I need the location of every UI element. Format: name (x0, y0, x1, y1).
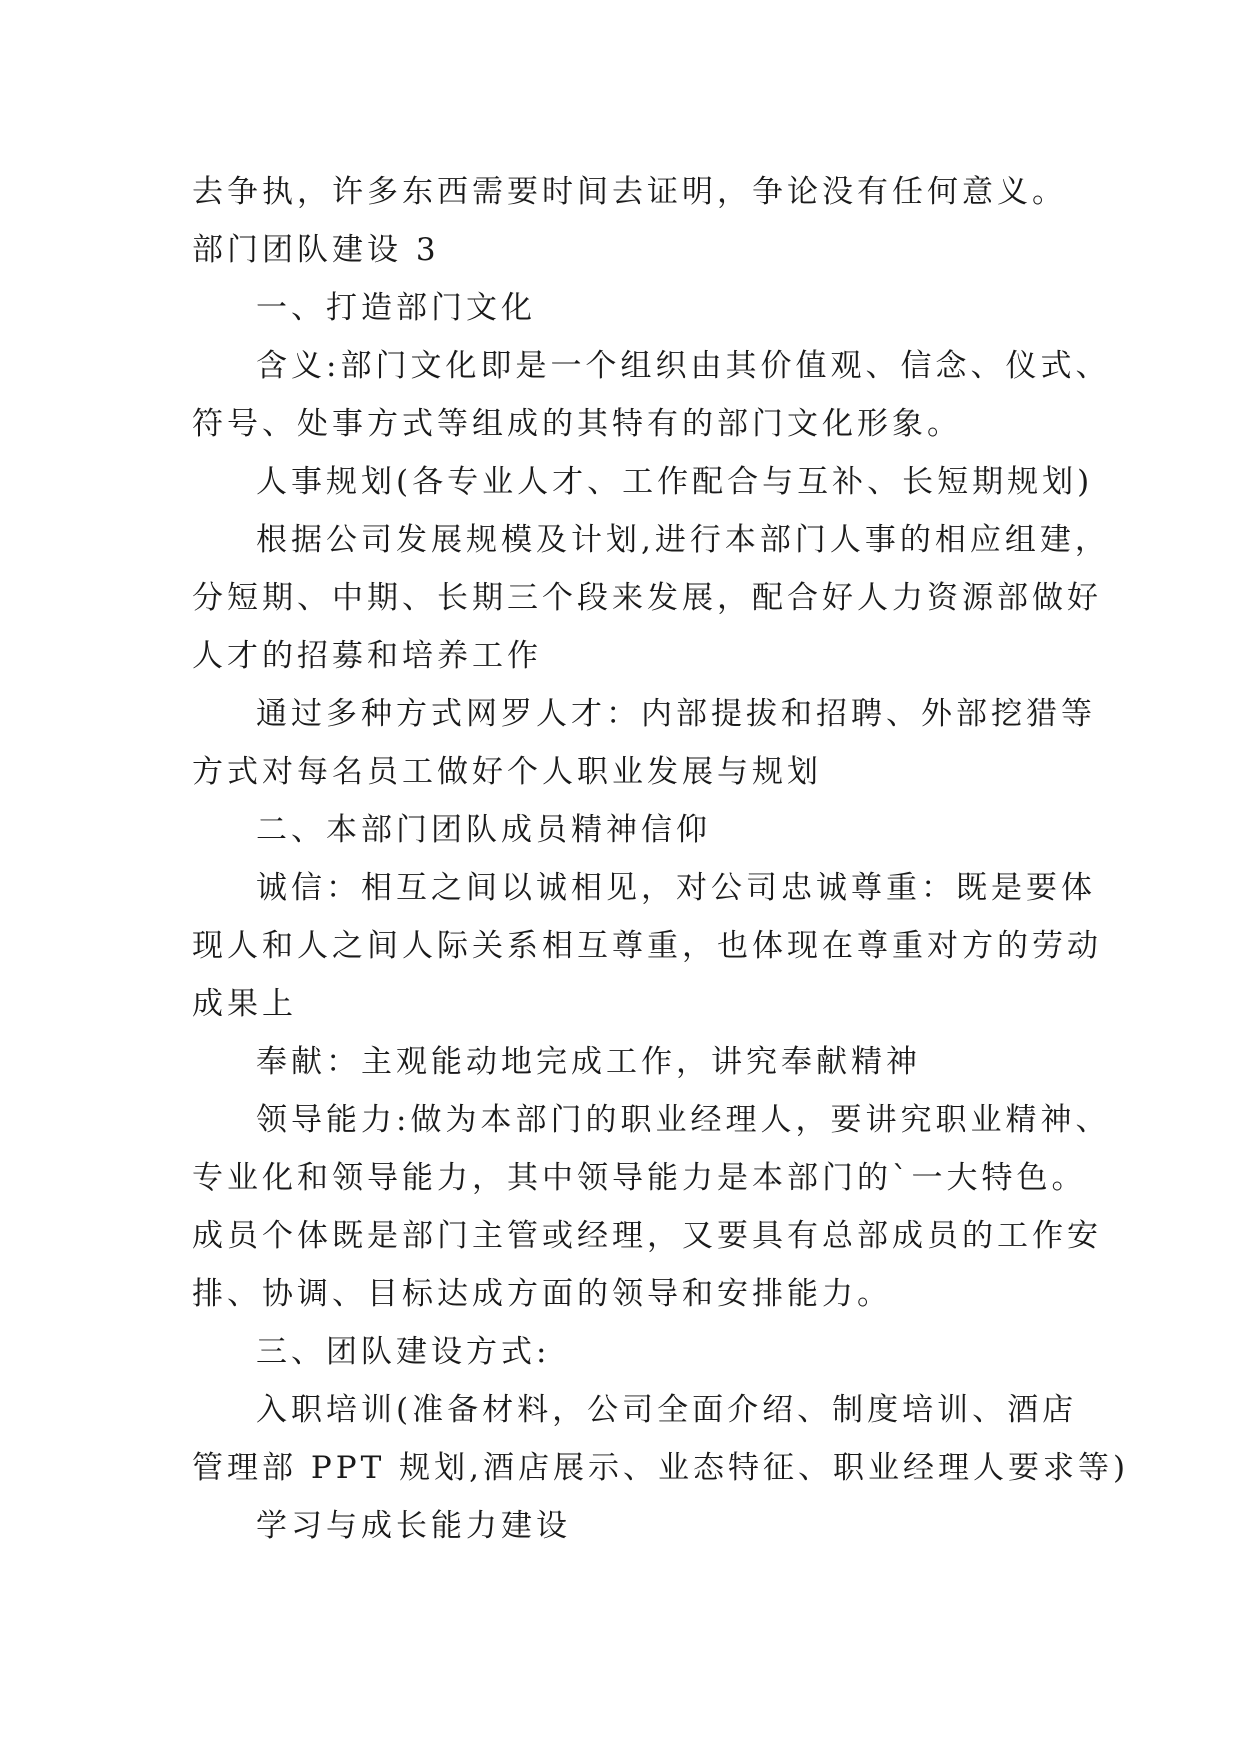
text-line-13: 诚信：相互之间以诚相见，对公司忠诚尊重：既是要体 (256, 870, 1096, 906)
text-line-20: 排、协调、目标达成方面的领导和安排能力。 (192, 1276, 892, 1312)
text-line-24: 学习与成长能力建设 (256, 1508, 571, 1544)
text-line-22: 入职培训(准备材料，公司全面介绍、制度培训、酒店 (256, 1392, 1078, 1428)
text-line-11: 方式对每名员工做好个人职业发展与规划 (192, 754, 822, 790)
text-line-14: 现人和人之间人际关系相互尊重，也体现在尊重对方的劳动 (192, 928, 1102, 964)
subheading-belief: 二、本部门团队成员精神信仰 (256, 812, 711, 848)
text-line-8: 分短期、中期、长期三个段来发展，配合好人力资源部做好 (192, 580, 1102, 616)
text-line-16: 奉献：主观能动地完成工作，讲究奉献精神 (256, 1044, 921, 1080)
text-line-6: 人事规划(各专业人才、工作配合与互补、长短期规划) (256, 464, 1094, 500)
document-body (192, 163, 1130, 1555)
text-line-1: 去争执，许多东西需要时间去证明，争论没有任何意义。 (192, 174, 1067, 210)
section-heading-3: 部门团队建设 3 (192, 232, 440, 268)
text-line-19: 成员个体既是部门主管或经理，又要具有总部成员的工作安 (192, 1218, 1102, 1254)
text-line-23: 管理部 PPT 规划,酒店展示、业态特征、职业经理人要求等) (192, 1450, 1130, 1486)
text-line-9: 人才的招募和培养工作 (192, 638, 542, 674)
text-line-10: 通过多种方式网罗人才：内部提拔和招聘、外部挖猎等 (256, 696, 1096, 732)
text-line-4: 含义:部门文化即是一个组织由其价值观、信念、仪式、 (256, 348, 1111, 384)
subheading-culture: 一、打造部门文化 (256, 290, 536, 326)
text-line-7: 根据公司发展规模及计划,进行本部门人事的相应组建， (256, 522, 1110, 558)
text-line-5: 符号、处事方式等组成的其特有的部门文化形象。 (192, 406, 962, 442)
subheading-methods: 三、团队建设方式: (256, 1334, 551, 1370)
text-line-18: 专业化和领导能力，其中领导能力是本部门的`一大特色。 (192, 1160, 1087, 1196)
text-line-17: 领导能力:做为本部门的职业经理人，要讲究职业精神、 (256, 1102, 1111, 1138)
text-line-15: 成果上 (192, 986, 297, 1022)
